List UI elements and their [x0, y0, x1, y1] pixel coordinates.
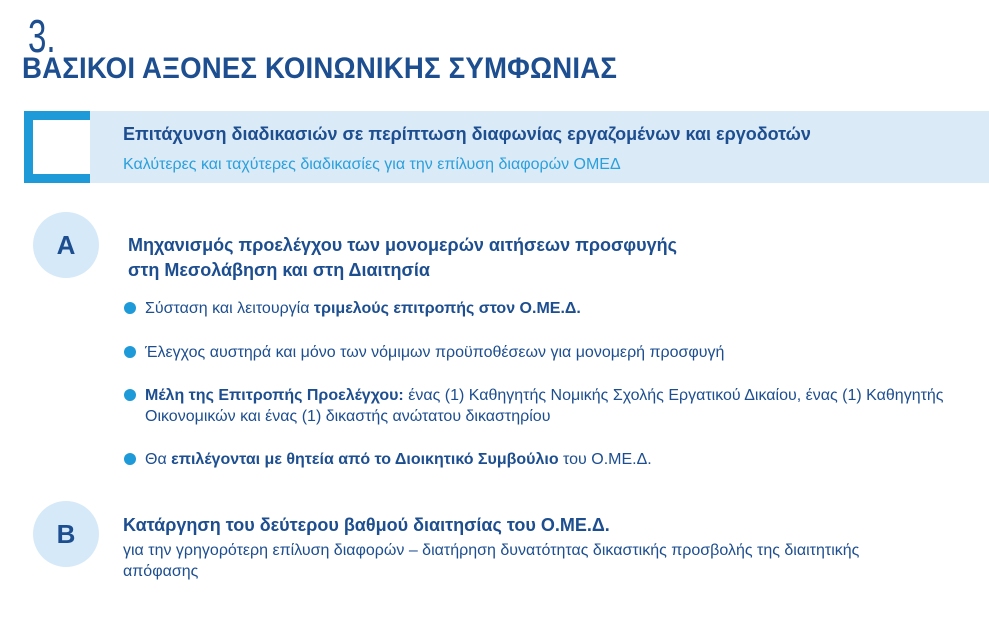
bullet-item — [145, 449, 965, 470]
section-b-title: Κατάργηση του δεύτερου βαθμού διαιτησίας του Ο.ΜΕ.Δ. — [123, 515, 610, 535]
section-number: 3. — [28, 10, 56, 62]
bullet-text-bold: επιλέγονται με θητεία από το Διοικητικό Συμβούλιο — [171, 451, 559, 468]
section-b-subtitle: για την γρηγορότερη επίλυση διαφορών – διατήρηση δυνατότητας δικαστικής προσβολής της διαιτητικής απόφασης — [123, 542, 860, 580]
bullet-text-pre: Σύσταση και λειτουργία — [145, 300, 314, 317]
bullet-text-pre: Θα — [145, 451, 172, 468]
bullet-item — [145, 342, 965, 363]
bullet-text-bold: Μέλη της Επιτροπής Προελέγχου: — [145, 387, 404, 404]
section-a-title-line1: Μηχανισμός προελέγχου των μονομερών αιτήσεων προσφυγής — [128, 235, 678, 255]
bullet-text-post: του Ο.ΜΕ.Δ. — [558, 451, 652, 468]
section-header-title: Επιτάχυνση διαδικασιών σε περίπτωση διαφωνίας εργαζομένων και εργοδοτών — [123, 124, 811, 144]
section-a-badge: A — [33, 212, 99, 278]
bullet-item — [145, 298, 965, 319]
section-b-badge: B — [33, 501, 99, 567]
bullet-item — [145, 385, 965, 427]
bullet-dot-icon — [124, 389, 136, 401]
bullet-text-pre: Έλεγχος αυστηρά και μόνο των νόμιμων προϋποθέσεων για μονομερή προσφυγή — [145, 344, 725, 361]
section-header-subtitle: Καλύτερες και ταχύτερες διαδικασίες για την επίλυση διαφορών ΟΜΕΔ — [123, 156, 621, 173]
section-a-title — [128, 233, 677, 283]
bullet-dot-icon — [124, 346, 136, 358]
bullet-text-post: ένας (1) Καθηγητής Νομικής Σχολής Εργατικού Δικαίου, ένας (1) Καθηγητής Οικονομικών και ένας (1) δικαστής ανώτατου δικαστηρίου — [145, 387, 944, 425]
bullet-dot-icon — [124, 453, 136, 465]
section-number-frame — [24, 111, 90, 183]
bullet-text-bold: τριμελούς επιτροπής στον Ο.ΜΕ.Δ. — [313, 300, 581, 317]
section-a-title-line2: στη Μεσολάβηση και στη Διαιτησία — [128, 260, 430, 280]
bullet-dot-icon — [124, 302, 136, 314]
page-title: ΒΑΣΙΚΟΙ ΑΞΟΝΕΣ ΚΟΙΝΩΝΙΚΗΣ ΣΥΜΦΩΝΙΑΣ — [22, 52, 618, 85]
